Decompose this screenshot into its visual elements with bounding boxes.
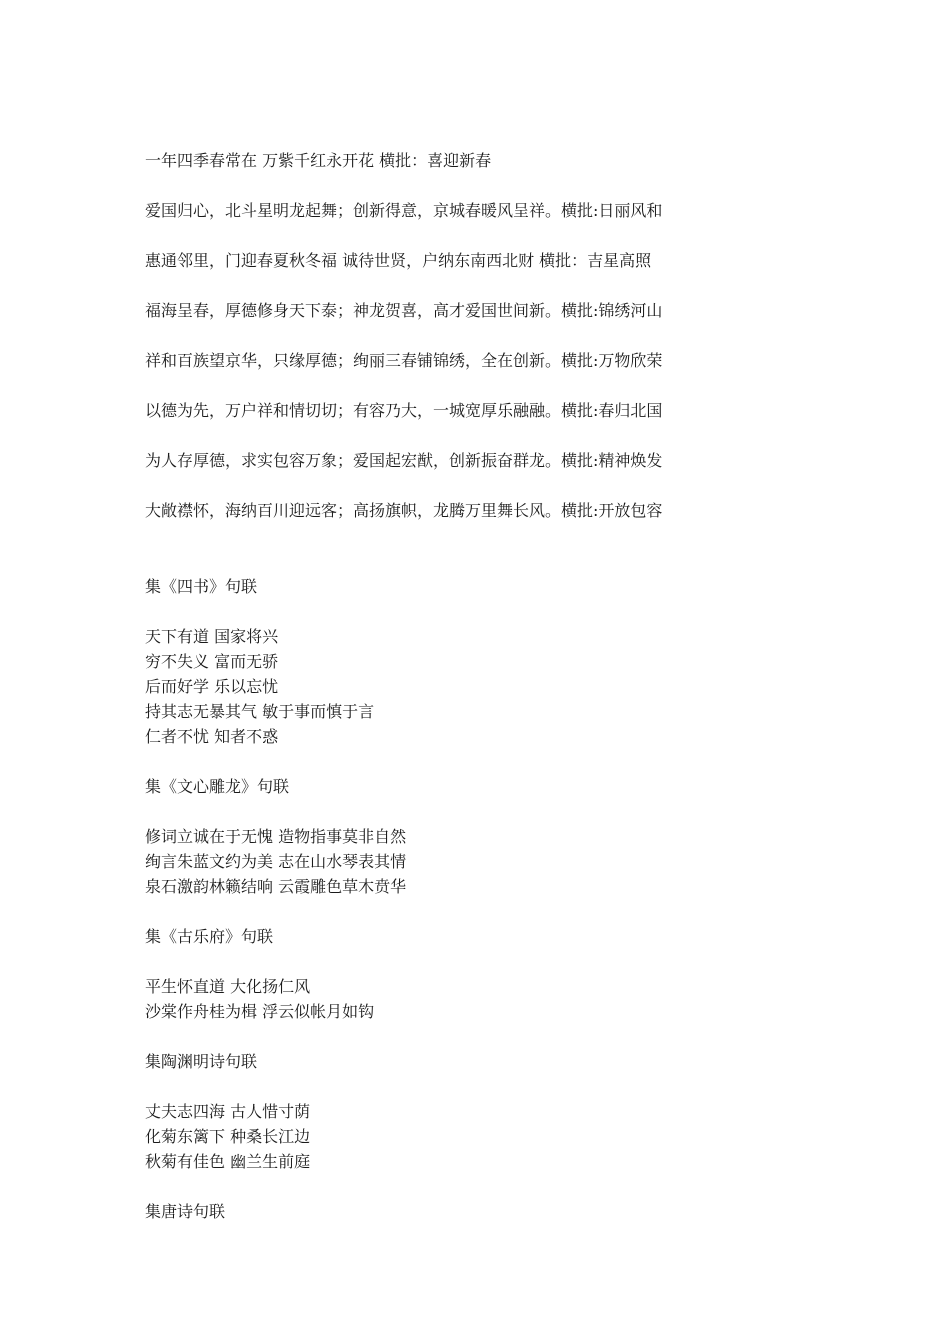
section-tang-poetry: [145, 1199, 845, 1224]
couplet-line: 持其志无暴其气 敏于事而慎于言: [145, 702, 375, 721]
section-title: 集陶渊明诗句联: [145, 1052, 258, 1071]
section-title: 集唐诗句联: [145, 1202, 226, 1221]
section-title: 集《四书》句联: [145, 577, 258, 596]
section-title: 集《古乐府》句联: [145, 927, 274, 946]
couplet-line: 化菊东篱下 种桑长江边: [145, 1127, 311, 1146]
section-title: 集《文心雕龙》句联: [145, 777, 290, 796]
couplet-paragraph: 以德为先，万户祥和情切切；有容乃大，一城宽厚乐融融。横批:春归北国: [145, 401, 663, 420]
section-tao-yuanming: [145, 1049, 845, 1174]
couplet-paragraph: 福海呈春，厚德修身天下泰；神龙贺喜，高才爱国世间新。横批:锦绣河山: [145, 301, 663, 320]
couplet-line: 平生怀直道 大化扬仁风: [145, 977, 311, 996]
couplet-paragraph: 惠通邻里，门迎春夏秋冬福 诚待世贤，户纳东南西北财 横批：吉星高照: [145, 251, 652, 270]
couplet-paragraph: 一年四季春常在 万紫千红永开花 横批：喜迎新春: [145, 151, 492, 170]
couplet-paragraphs: [145, 150, 845, 550]
section-lines: [145, 1099, 845, 1174]
section-lines: [145, 624, 845, 749]
couplet-line: 穷不失义 富而无骄: [145, 652, 279, 671]
couplet-paragraph: 大敞襟怀，海纳百川迎远客；高扬旗帜，龙腾万里舞长风。横批:开放包容: [145, 501, 663, 520]
section-gu-yuefu: [145, 924, 845, 1024]
section-lines: [145, 974, 845, 1024]
couplet-paragraph: 为人存厚德，求实包容万象；爱国起宏猷，创新振奋群龙。横批:精神焕发: [145, 451, 663, 470]
section-sishu: [145, 574, 845, 749]
couplet-line: 天下有道 国家将兴: [145, 627, 279, 646]
couplet-line: 沙棠作舟桂为楫 浮云似帐月如钩: [145, 1002, 375, 1021]
couplet-line: 仁者不忧 知者不惑: [145, 727, 279, 746]
section-lines: [145, 824, 845, 899]
couplet-paragraph: 祥和百族望京华，只缘厚德；绚丽三春铺锦绣，全在创新。横批:万物欣荣: [145, 351, 663, 370]
collected-couplet-sections: [145, 574, 845, 1249]
couplet-line: 绚言朱蓝文约为美 志在山水琴表其情: [145, 852, 407, 871]
couplet-line: 丈夫志四海 古人惜寸荫: [145, 1102, 311, 1121]
section-wenxin-diaolong: [145, 774, 845, 899]
couplet-line: 修词立诚在于无愧 造物指事莫非自然: [145, 827, 407, 846]
couplet-line: 秋菊有佳色 幽兰生前庭: [145, 1152, 311, 1171]
couplet-line: 后而好学 乐以忘忧: [145, 677, 279, 696]
couplet-paragraph: 爱国归心，北斗星明龙起舞；创新得意，京城春暖风呈祥。横批:日丽风和: [145, 201, 663, 220]
couplet-line: 泉石激韵林籁结响 云霞雕色草木贲华: [145, 877, 407, 896]
